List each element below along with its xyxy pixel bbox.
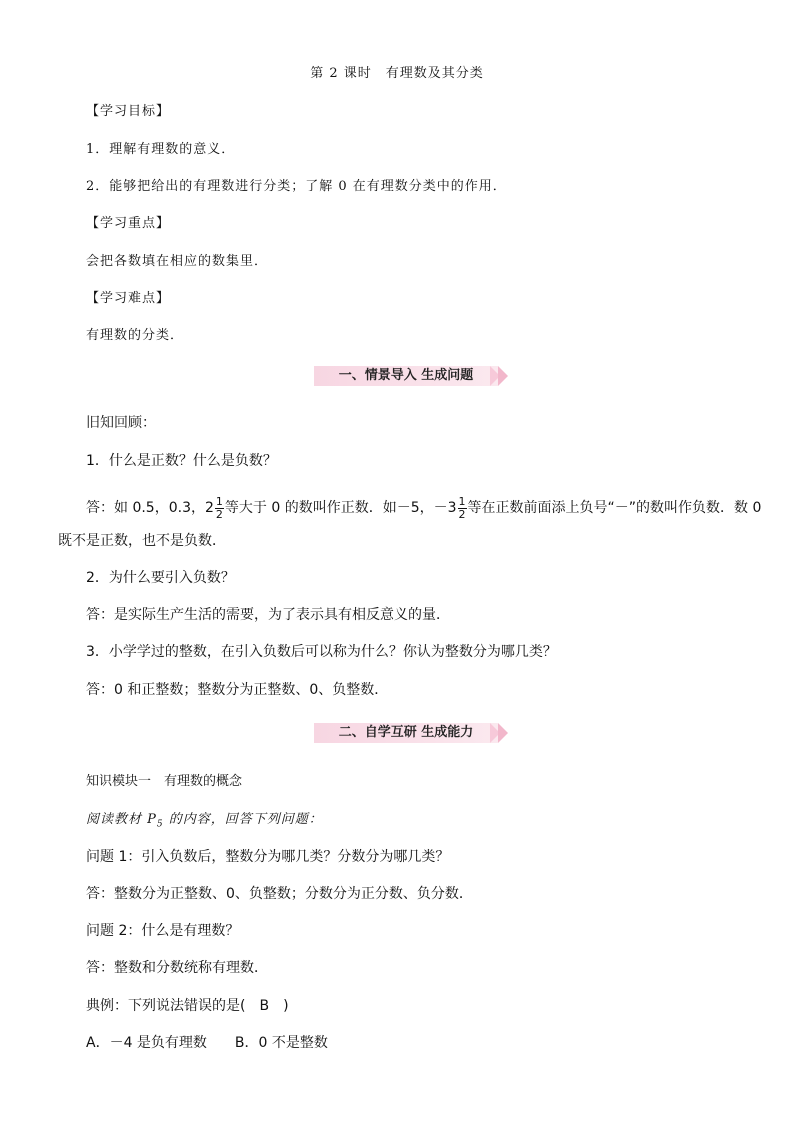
module-heading: 知识模块一 有理数的概念 — [86, 774, 243, 789]
difficulty-text: 有理数的分类． — [86, 328, 185, 343]
fraction-half-1 — [215, 496, 224, 521]
section-banner-2-label: 二、自学互研 生成能力 — [338, 725, 474, 740]
problem-1-answer: 答：整数分为正整数、0、负整数；分数分为正分数、负分数． — [86, 886, 473, 902]
key-heading: 【学习重点】 — [86, 216, 171, 231]
fraction-denominator: 2 — [458, 507, 466, 521]
example-question: 典例：下列说法错误的是( B ) — [86, 998, 289, 1014]
section-banner-1-label: 一、情景导入 生成问题 — [338, 368, 474, 383]
problem-1: 问题 1：引入负数后，整数分为哪几类？分数分为哪几类？ — [86, 849, 450, 865]
question-3: 3．小学学过的整数，在引入负数后可以称为什么？你认为整数分为哪几类？ — [86, 644, 557, 660]
goal-heading: 【学习目标】 — [86, 104, 171, 119]
fraction-numerator: 1 — [458, 494, 466, 508]
page-subscript: 5 — [156, 819, 164, 830]
section-banner-2 — [314, 723, 510, 743]
problem-2-answer: 答：整数和分数统称有理数． — [86, 960, 268, 976]
answer-1-middle: 等大于 0 的数叫作正数．如－5，－3 — [224, 500, 457, 516]
question-1: 1．什么是正数？什么是负数？ — [86, 453, 277, 469]
answer-1-line-1 — [86, 490, 761, 526]
key-text: 会把各数填在相应的数集里． — [86, 254, 269, 269]
answer-3: 答：0 和正整数；整数分为正整数、0、负整数． — [86, 682, 389, 698]
goal-item-1: 1．理解有理数的意义． — [86, 142, 236, 157]
answer-1-line-2: 既不是正数，也不是负数． — [58, 533, 226, 549]
reading-instruction — [86, 808, 323, 830]
fraction-denominator: 2 — [215, 507, 223, 521]
question-2: 2．为什么要引入负数？ — [86, 570, 235, 586]
goal-item-2: 2．能够把给出的有理数进行分类；了解 0 在有理数分类中的作用． — [86, 179, 507, 194]
answer-1-prefix: 答：如 0.5，0.3，2 — [86, 500, 214, 516]
fraction-numerator: 1 — [215, 494, 223, 508]
example-options: A．－4 是负有理数 B．0 不是整数 — [86, 1035, 328, 1051]
reading-prefix: 阅读教材 P — [86, 812, 157, 827]
difficulty-heading: 【学习难点】 — [86, 291, 171, 306]
answer-2: 答：是实际生产生活的需要，为了表示具有相反意义的量． — [86, 607, 450, 623]
answer-1-suffix: 等在正数前面添上负号“－”的数叫作负数．数 0 — [467, 500, 762, 516]
fraction-half-2 — [458, 496, 467, 521]
reading-suffix: 的内容，回答下列问题： — [163, 812, 323, 827]
page-title: 第 2 课时 有理数及其分类 — [310, 66, 484, 81]
section-banner-1 — [314, 366, 510, 386]
problem-2: 问题 2：什么是有理数？ — [86, 923, 240, 939]
review-label: 旧知回顾： — [86, 415, 156, 431]
